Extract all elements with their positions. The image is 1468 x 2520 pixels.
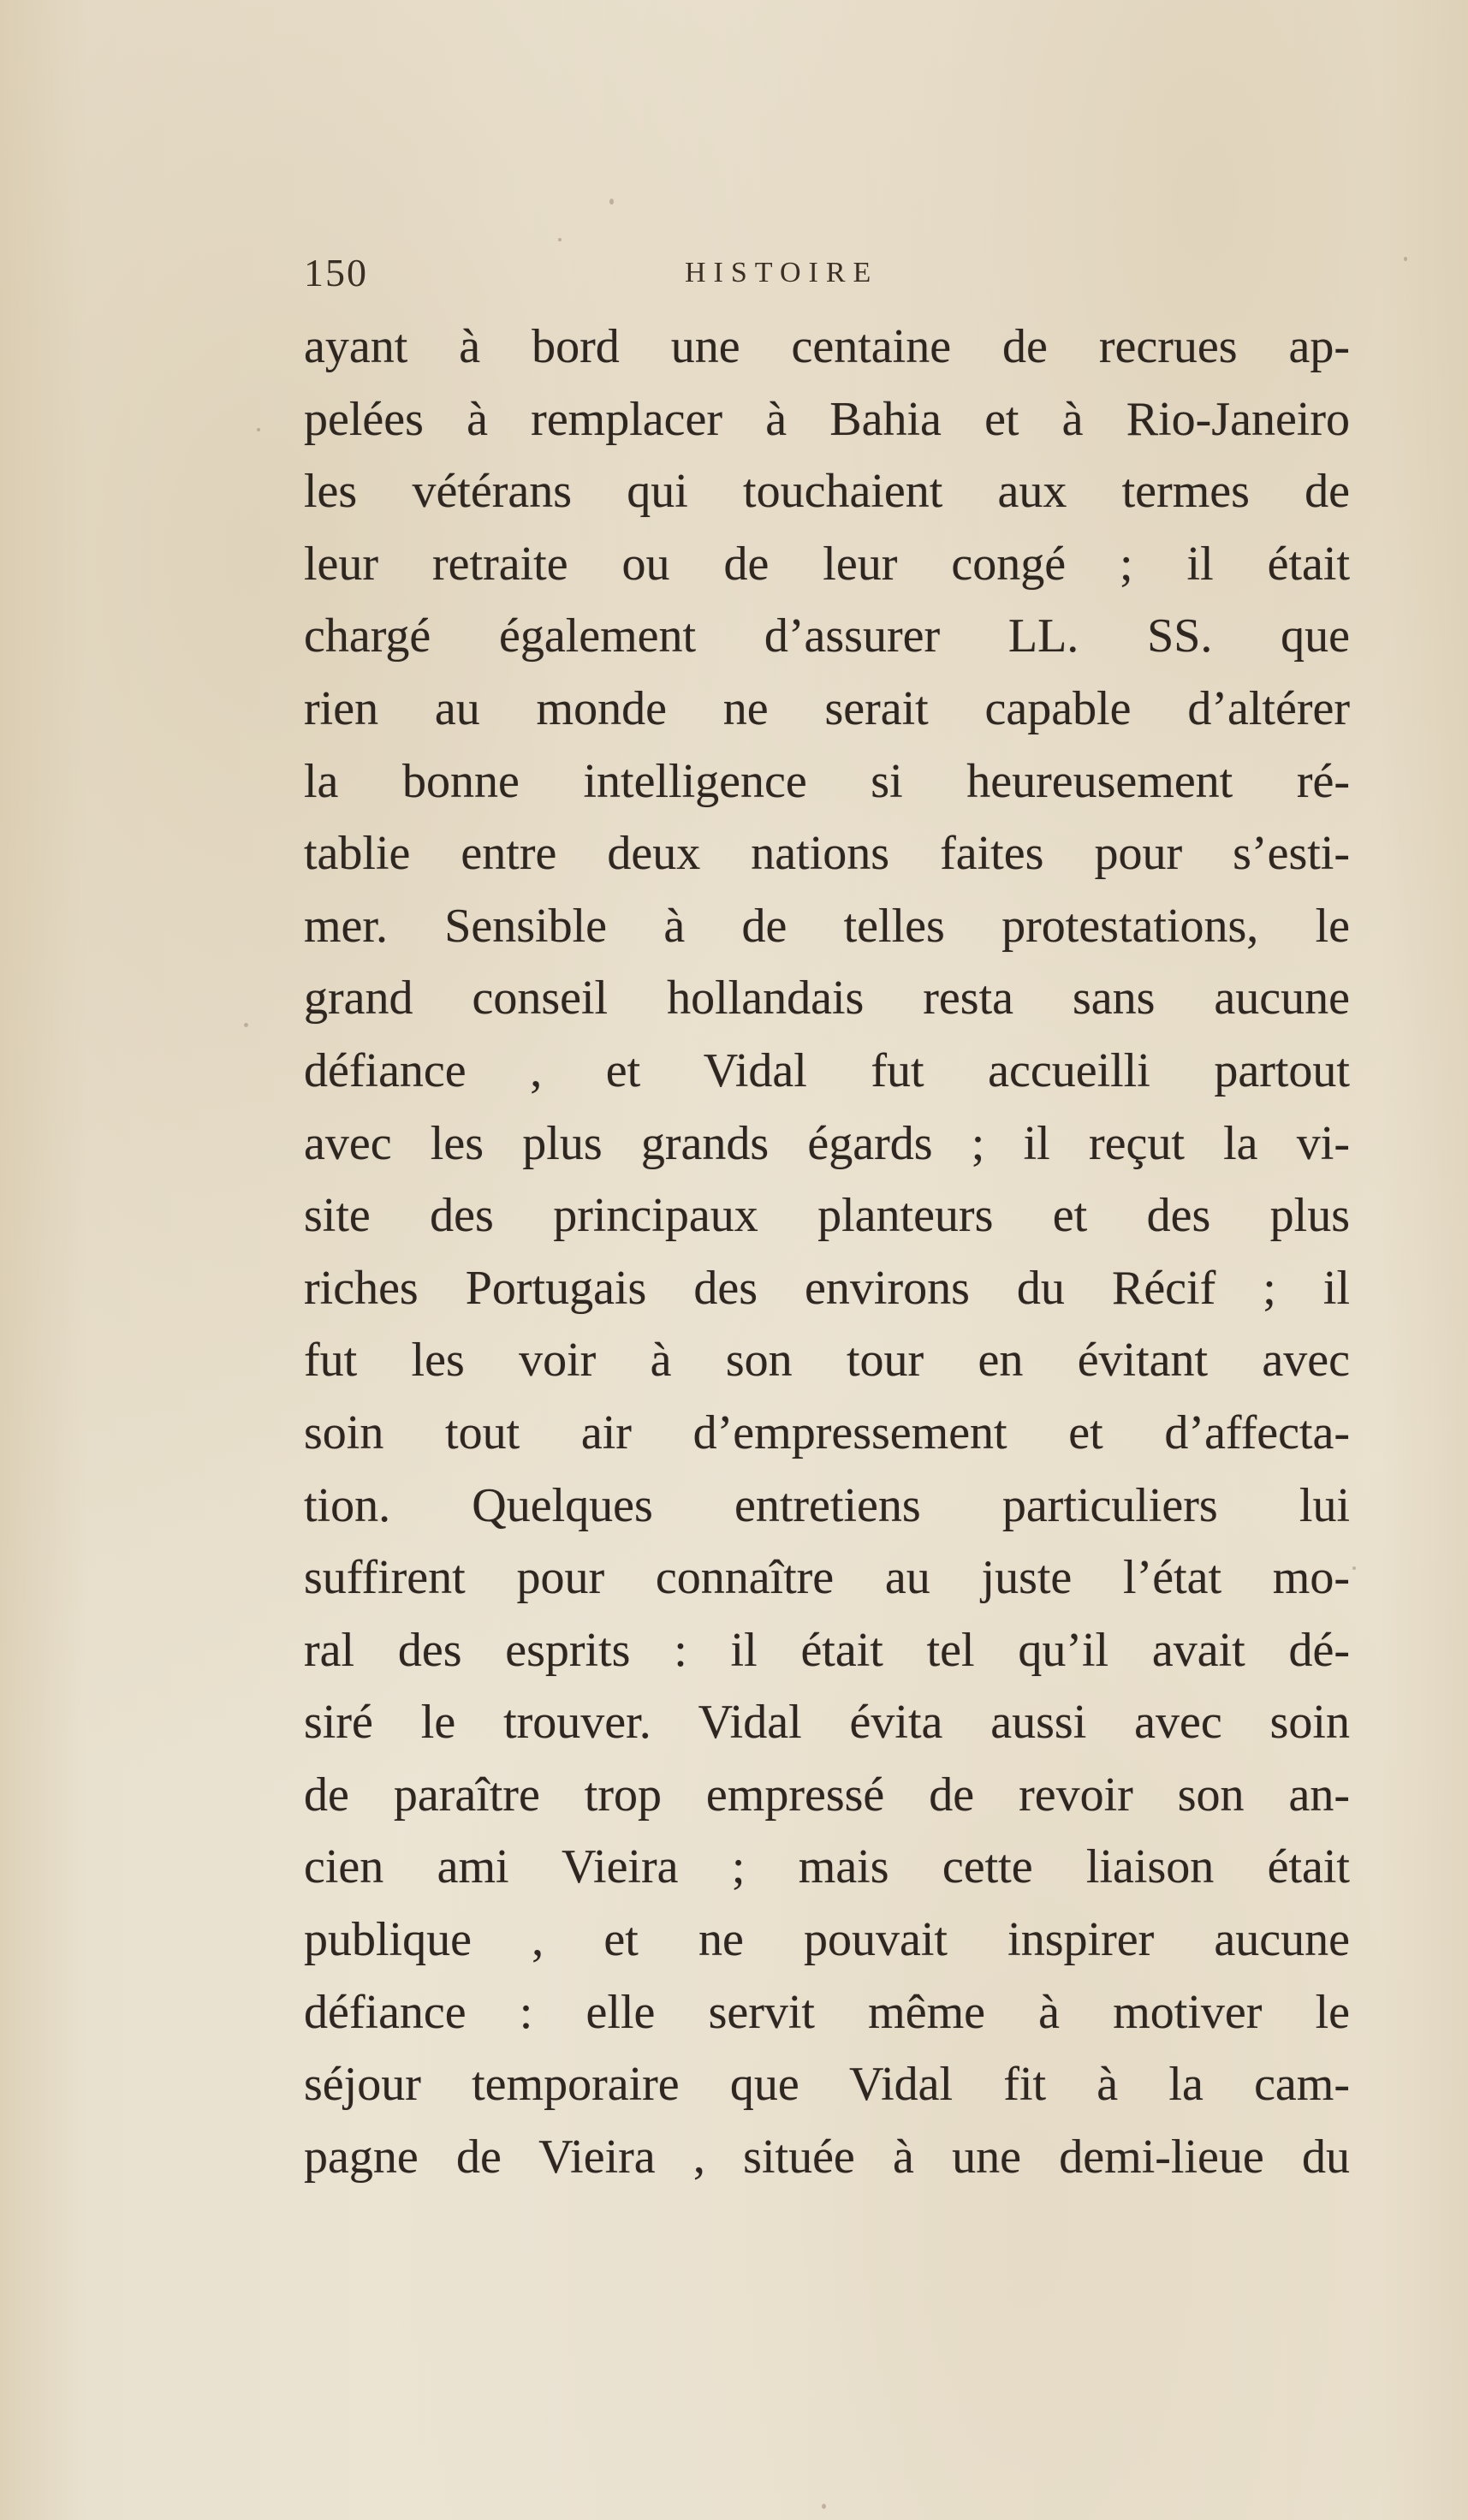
text-line: rien au monde ne serait capable d’altérer [304, 681, 1350, 735]
text-line: fut les voir à son tour en évitant avec [304, 1334, 1350, 1388]
text-line: riches Portugais des environs du Récif ; il [304, 1261, 1350, 1315]
text-line: chargé également d’assurer LL. SS. que [304, 609, 1350, 663]
text-line: de paraître trop empressé de revoir son an- [304, 1768, 1350, 1822]
text-line: suffirent pour connaître au juste l’état mo- [304, 1551, 1350, 1605]
text-line: ral des esprits : il était tel qu’il avait dé- [304, 1623, 1350, 1677]
paper-speck [822, 2504, 826, 2509]
text-line: mer. Sensible à de telles protestations, le [304, 899, 1350, 953]
page-number: 150 [304, 251, 368, 294]
text-line: siré le trouver. Vidal évita aussi avec soin [304, 1696, 1350, 1750]
text-line: pelées à remplacer à Bahia et à Rio-Janeiro [304, 392, 1350, 446]
paper-speck [609, 199, 614, 205]
text-line: grand conseil hollandais resta sans aucune [304, 972, 1350, 1025]
text-line: défiance : elle servit même à motiver le [304, 1985, 1350, 2039]
text-line: défiance , et Vidal fut accueilli partout [304, 1043, 1350, 1097]
text-line: tion. Quelques entretiens particuliers lui [304, 1478, 1350, 1532]
body-text [304, 311, 1350, 2193]
text-line: ayant à bord une centaine de recrues ap- [304, 320, 1350, 373]
paper-speck [257, 428, 260, 431]
text-line: les vétérans qui touchaient aux termes de [304, 465, 1350, 519]
running-head: HISTOIRE [685, 257, 879, 288]
paper-speck [558, 238, 562, 241]
text-line: séjour temporaire que Vidal fit à la cam- [304, 2058, 1350, 2112]
paper-speck [1352, 1566, 1356, 1570]
text-line: la bonne intelligence si heureusement ré- [304, 754, 1350, 808]
text-line: cien ami Vieira ; mais cette liaison était [304, 1840, 1350, 1894]
text-line: soin tout air d’empressement et d’affecta- [304, 1406, 1350, 1459]
text-line: publique , et ne pouvait inspirer aucune [304, 1913, 1350, 1967]
paper-speck [1404, 257, 1407, 261]
text-line: site des principaux planteurs et des plus [304, 1189, 1350, 1243]
paper-speck [244, 1023, 248, 1027]
text-line: leur retraite ou de leur congé ; il était [304, 537, 1350, 591]
text-line: tablie entre deux nations faites pour s’esti- [304, 827, 1350, 881]
page-header [304, 250, 1348, 301]
text-line: pagne de Vieira , située à une demi-lieue du [304, 2130, 1350, 2184]
text-line: avec les plus grands égards ; il reçut la vi- [304, 1116, 1350, 1170]
